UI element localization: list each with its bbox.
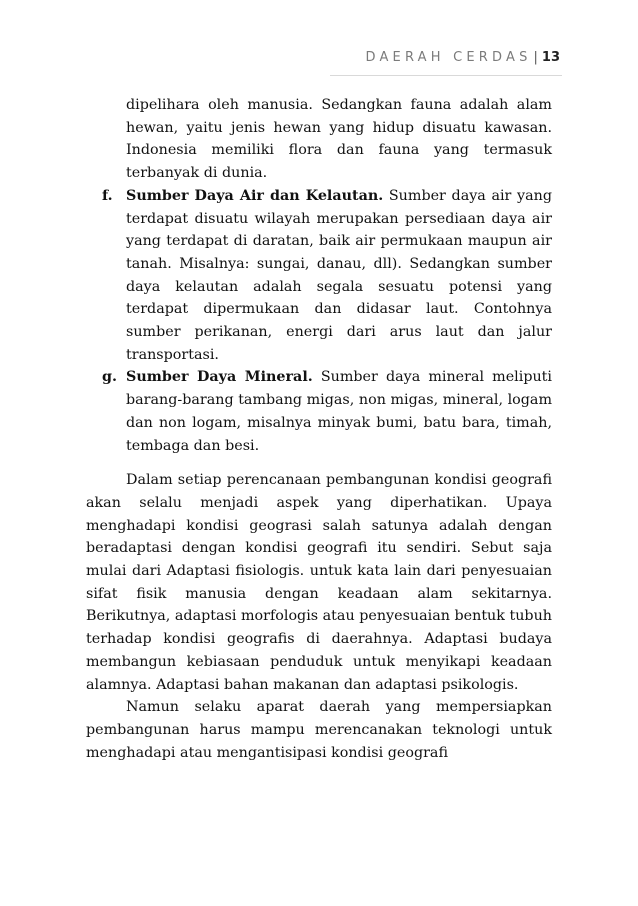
list-text-g: Sumber daya mineral meliputi barang-barang tambang migas, non migas, mineral, logam dan non logam, misalnya minyak bumi, batu bara, timah, tembaga dan besi.	[126, 369, 552, 454]
list-marker-g: g.	[102, 369, 117, 386]
list-item-g	[86, 366, 552, 457]
list-term-f: Sumber Daya Air dan Kelautan.	[126, 187, 384, 204]
continuation-text: dipelihara oleh manusia. Sedangkan fauna adalah alam hewan, yaitu jenis hewan yang hidup disuatu kawasan. Indonesia memiliki flora dan fauna yang termasuk terbanyak di dunia.	[126, 97, 552, 182]
list-text-f: Sumber daya air yang terdapat disuatu wilayah merupakan persediaan daya air yang terdapat di daratan, baik air permukaan maupun air tanah. Misalnya: sungai, danau, dll). Sedangkan sumber daya kelautan adalah segala sesuatu potensi yang terdapat dipermukaan dan didasar laut. Contohnya sumber perikanan, energi dari arus laut dan jalur transportasi.	[126, 187, 552, 363]
page-number: 13	[541, 50, 560, 65]
header-rule	[330, 75, 562, 76]
book-title: DAERAH CERDAS	[365, 50, 532, 65]
list-item-f	[86, 185, 552, 367]
list-item-continuation	[86, 94, 552, 185]
paragraph-adaptasi: Dalam setiap perencanaan pembangunan kondisi geografi akan selalu menjadi aspek yang diperhatikan. Upaya menghadapi kondisi geograsi salah satunya adalah dengan beradaptasi dengan kondisi geografi itu sendiri. Sebut saja mulai dari Adaptasi fisiologis. untuk kata lain dari penyesuaian sifat fisik manusia dengan keadaan alam sekitarnya. Berikutnya, adaptasi morfologis atau penyesuaian bentuk tubuh terhadap kondisi geografis di daerahnya. Adaptasi budaya membangun kebiasaan penduduk untuk menyikapi keadaan alamnya. Adaptasi bahan makanan dan adaptasi psikologis.	[86, 472, 552, 693]
paragraph-gap	[86, 457, 552, 469]
list-marker-f: f.	[102, 187, 113, 204]
running-header	[60, 50, 560, 65]
header-separator: |	[533, 50, 538, 65]
page-body	[86, 94, 552, 764]
paragraph-teknologi: Namun selaku aparat daerah yang mempersiapkan pembangunan harus mampu merencanakan teknologi untuk menghadapi atau mengantisipasi kondisi geografi	[86, 699, 552, 761]
list-term-g: Sumber Daya Mineral.	[126, 369, 313, 386]
